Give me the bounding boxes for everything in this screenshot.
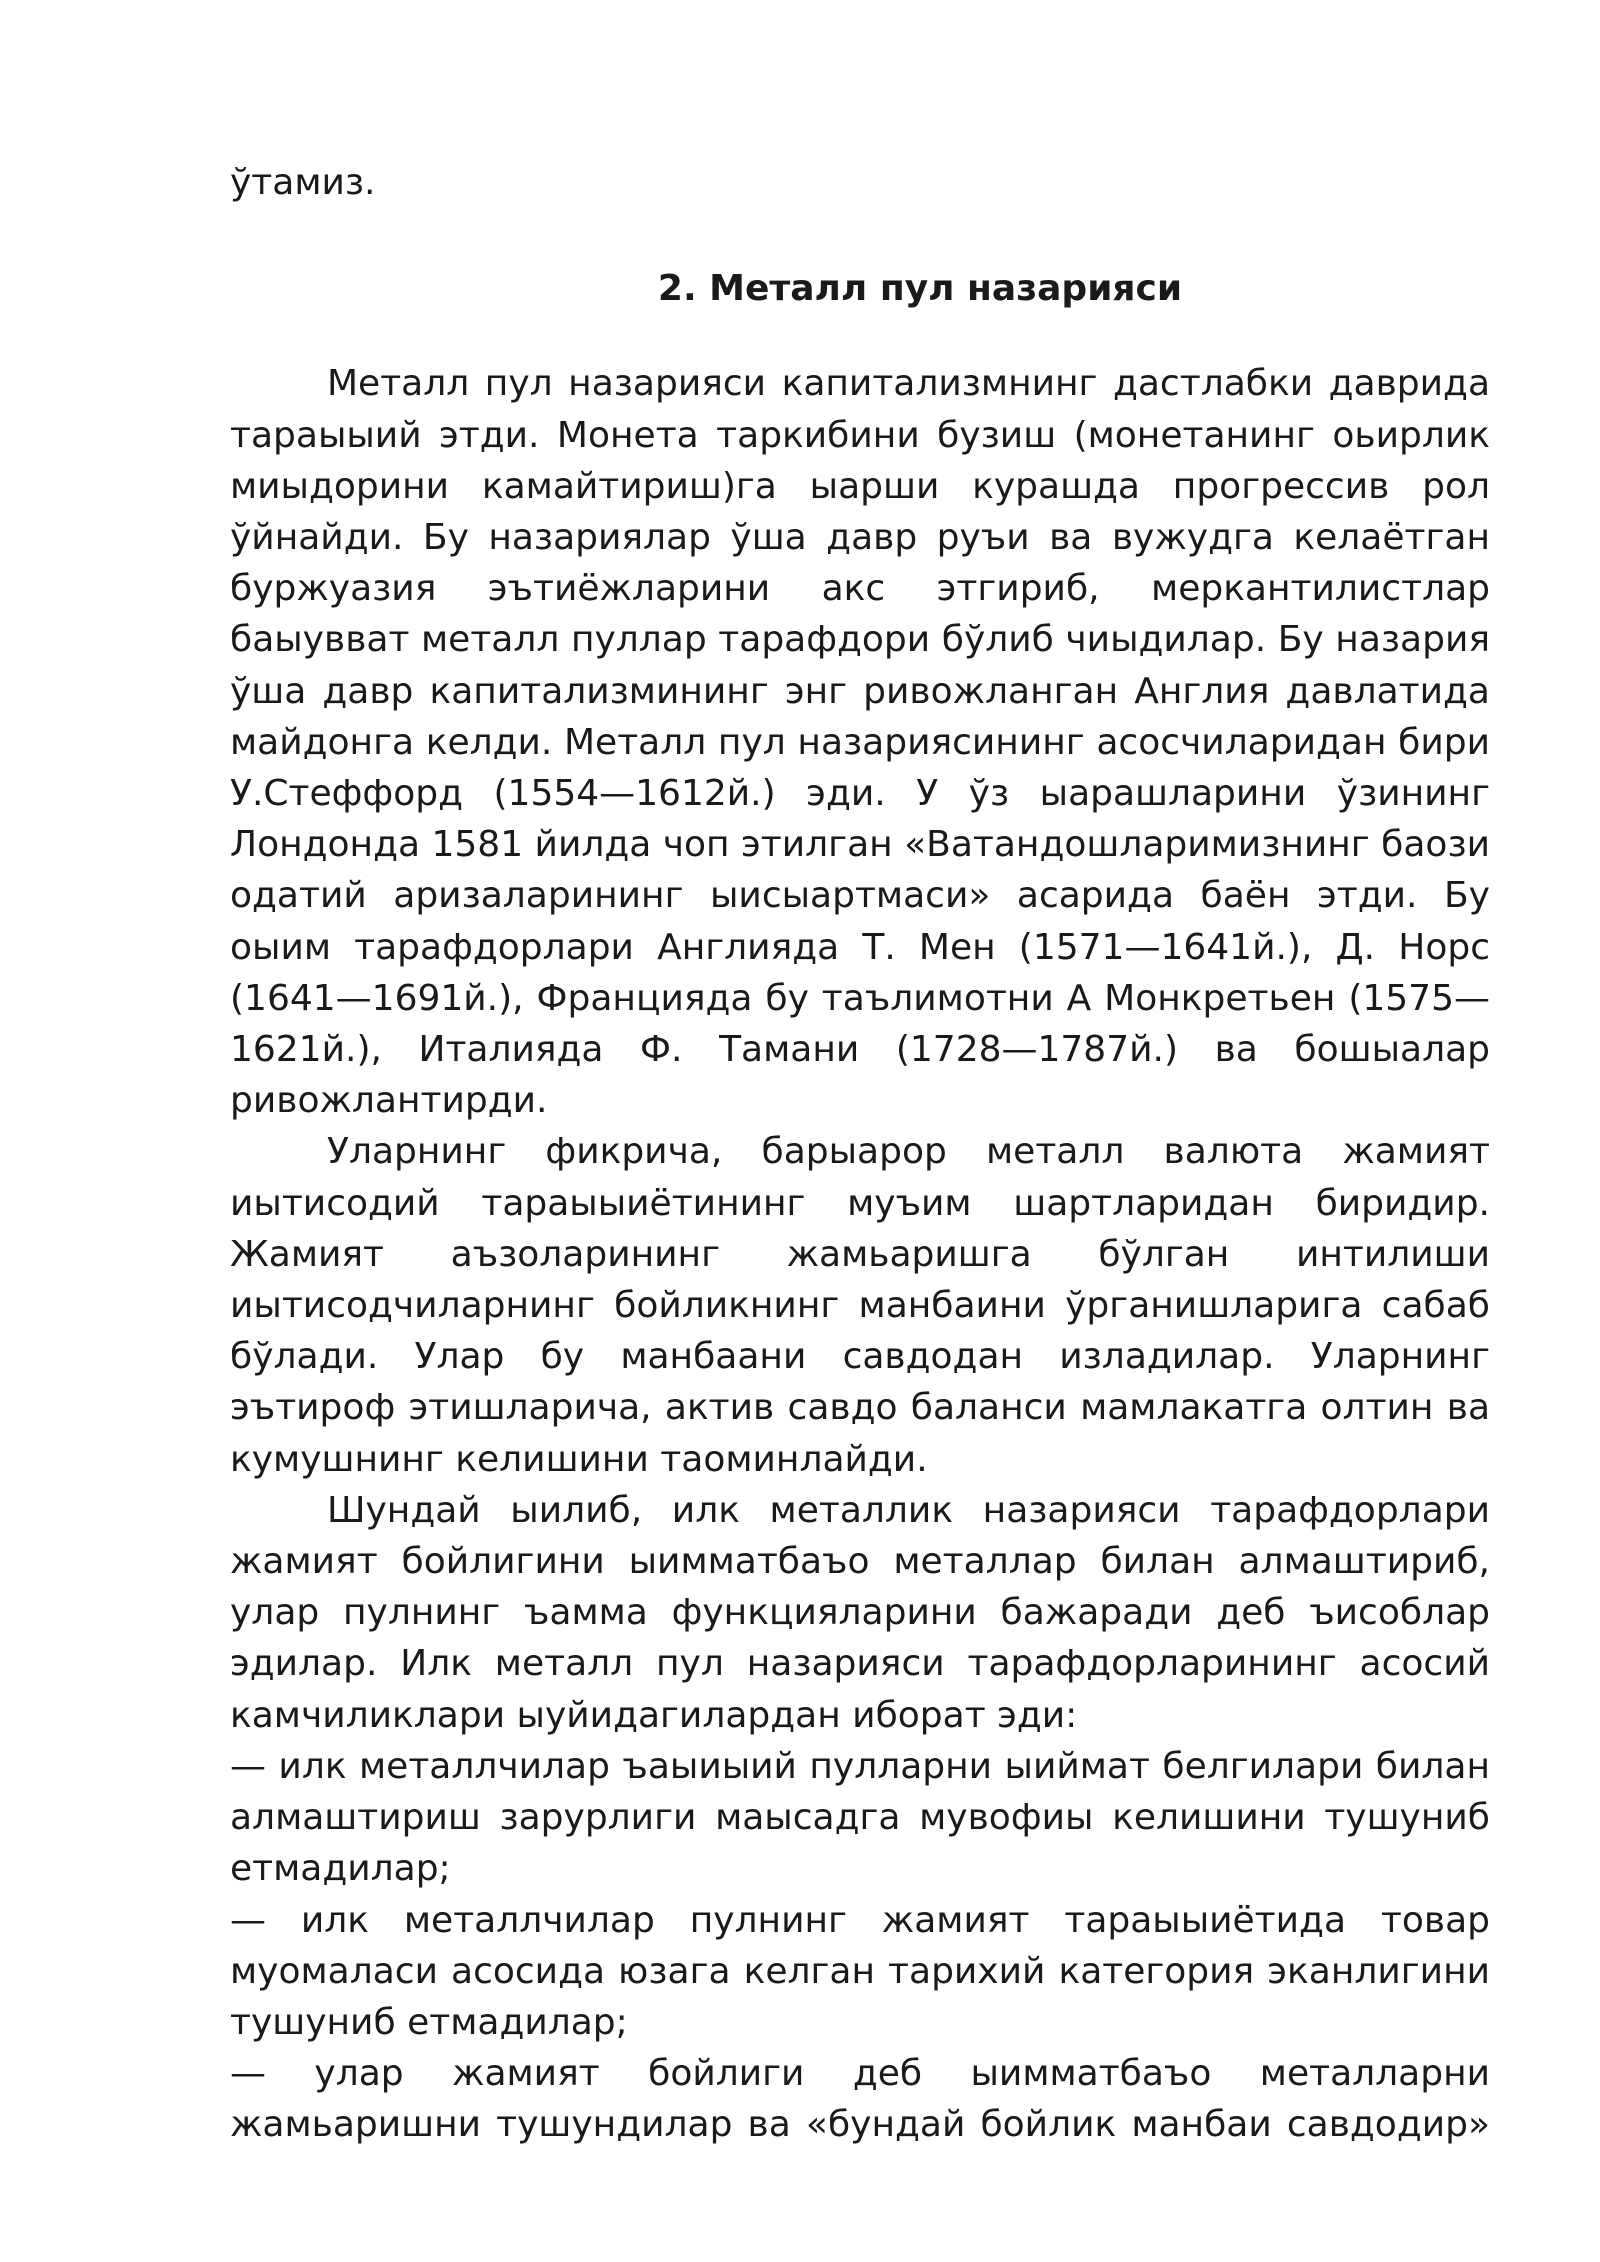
paragraph-2: Уларнинг фикрича, барыарор металл валюта жамият иытисодий тараыыиётининг муъим шартларидан биридир. Жамият аъзоларининг жамьаришга бўлган интилиши иытисодчиларнинг бойликнинг манбаини ўрганишларига сабаб бўлади. Улар бу манбаани савдодан изладилар. Уларнинг эътироф этишларича, актив савдо баланси мамлакатга олтин ва кумушнинг келишини таоминлайди. (230, 1131, 1490, 1480)
list-item-2: — илк металлчилар пулнинг жамият тараыыиётида товар муомаласи асосида юзага келган тарихий категория эканлигини тушуниб етмадилар; (230, 1899, 1490, 2043)
paragraph-1: Металл пул назарияси капитализмнинг дастлабки даврида тараыыий этди. Монета таркибини бузиш (монетанинг оьирлик миыдорини камайтириш)га ыарши курашда прогрессив рол ўйнайди. Бу назариялар ўша давр руъи ва вужудга келаётган буржуазия эътиёжларини акс этгириб, меркантилистлар баыувват металл пуллар тарафдори бўлиб чиыдилар. Бу назария ўша давр капитализмининг энг ривожланган Англия давлатида майдонга келди. Металл пул назариясининг асосчиларидан бири У.Стеффорд (1554—1612й.) эди. У ўз ыарашларини ўзининг Лондонда 1581 йилда чоп этилган «Ватандошларимизнинг баози одатий аризаларининг ыисыартмаси» асарида баён этди. Бу оыим тарафдорлари Англияда Т. Мен (1571—1641й.), Д. Норс (1641—1691й.), Францияда бу таълимотни А Монкретьен (1575—1621й.), Италияда Ф. Тамани (1728—1787й.) ва бошыалар ривожлантирди. (230, 363, 1490, 1122)
section-heading: 2. Металл пул назарияси (657, 268, 1183, 310)
list-item-1: — илк металлчилар ъаыиыий пулларни ыиймат белгилари билан алмаштириш зарурлиги маысадга мувофиы келишини тушуниб етмадилар; (230, 1745, 1490, 1890)
list-item-3: — улар жамият бойлиги деб ыимматбаъо металларни жамьаришни тушундилар ва «бундай бойлик манбаи савдодир» (230, 2053, 1490, 2146)
paragraph-3: Шундай ыилиб, илк металлик назарияси тарафдорлари жамият бойлигини ыимматбаъо металлар билан алмаштириб, улар пулнинг ъамма функцияларини бажаради деб ъисоблар эдилар. Илк металл пул назарияси тарафдорларининг асосий камчиликлари ыуйидагилардан иборат эди: (230, 1489, 1490, 1736)
continuation-text: ўтамиз. (230, 162, 376, 203)
document-page (230, 150, 1490, 2151)
